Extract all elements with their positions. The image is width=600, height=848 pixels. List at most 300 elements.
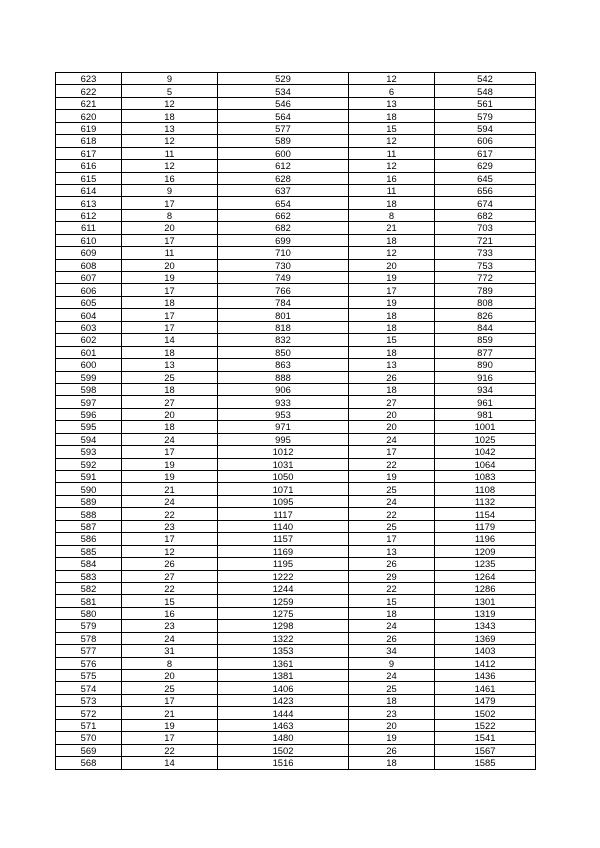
cumulative-count-cell-2: 1369 (435, 632, 536, 644)
count-cell-2: 21 (349, 222, 435, 234)
score-cell: 590 (56, 483, 122, 495)
score-cell: 619 (56, 122, 122, 134)
score-cell: 597 (56, 396, 122, 408)
count-cell: 25 (122, 682, 218, 694)
cumulative-count-cell: 1480 (218, 732, 349, 744)
cumulative-count-cell: 1516 (218, 757, 349, 769)
count-cell-2: 20 (349, 408, 435, 420)
cumulative-count-cell-2: 645 (435, 172, 536, 184)
count-cell-2: 13 (349, 97, 435, 109)
table-row (56, 483, 536, 495)
table-row (56, 645, 536, 657)
count-cell-2: 20 (349, 719, 435, 731)
cumulative-count-cell-2: 1025 (435, 433, 536, 445)
cumulative-count-cell: 1361 (218, 657, 349, 669)
cumulative-count-cell: 1095 (218, 495, 349, 507)
table-row (56, 495, 536, 507)
count-cell: 13 (122, 122, 218, 134)
count-cell: 17 (122, 446, 218, 458)
count-cell: 14 (122, 334, 218, 346)
table-row (56, 259, 536, 271)
count-cell-2: 13 (349, 359, 435, 371)
cumulative-count-cell-2: 1412 (435, 657, 536, 669)
score-cell: 610 (56, 234, 122, 246)
cumulative-count-cell: 654 (218, 197, 349, 209)
count-cell: 20 (122, 222, 218, 234)
cumulative-count-cell: 888 (218, 371, 349, 383)
table-row (56, 396, 536, 408)
table-row (56, 321, 536, 333)
count-cell: 19 (122, 272, 218, 284)
cumulative-count-cell-2: 1196 (435, 533, 536, 545)
count-cell: 11 (122, 247, 218, 259)
score-cell: 588 (56, 508, 122, 520)
cumulative-count-cell: 766 (218, 284, 349, 296)
count-cell: 17 (122, 694, 218, 706)
count-cell-2: 18 (349, 197, 435, 209)
cumulative-count-cell: 953 (218, 408, 349, 420)
score-cell: 618 (56, 135, 122, 147)
cumulative-count-cell: 1298 (218, 620, 349, 632)
cumulative-count-cell: 818 (218, 321, 349, 333)
count-cell: 17 (122, 533, 218, 545)
cumulative-count-cell-2: 808 (435, 296, 536, 308)
table-row (56, 197, 536, 209)
count-cell-2: 18 (349, 110, 435, 122)
table-row (56, 421, 536, 433)
table-row (56, 607, 536, 619)
cumulative-count-cell-2: 826 (435, 309, 536, 321)
score-cell: 568 (56, 757, 122, 769)
score-cell: 594 (56, 433, 122, 445)
cumulative-count-cell-2: 1567 (435, 744, 536, 756)
count-cell: 11 (122, 147, 218, 159)
count-cell: 21 (122, 483, 218, 495)
score-cell: 620 (56, 110, 122, 122)
cumulative-count-cell: 529 (218, 73, 349, 85)
cumulative-count-cell: 534 (218, 85, 349, 97)
cumulative-count-cell-2: 1319 (435, 607, 536, 619)
score-cell: 612 (56, 209, 122, 221)
cumulative-count-cell: 1381 (218, 670, 349, 682)
cumulative-count-cell: 832 (218, 334, 349, 346)
cumulative-count-cell-2: 890 (435, 359, 536, 371)
table-row (56, 620, 536, 632)
score-cell: 572 (56, 707, 122, 719)
score-cell: 606 (56, 284, 122, 296)
count-cell-2: 24 (349, 620, 435, 632)
count-cell: 12 (122, 135, 218, 147)
cumulative-count-cell-2: 674 (435, 197, 536, 209)
count-cell: 23 (122, 620, 218, 632)
table-row (56, 359, 536, 371)
cumulative-count-cell-2: 916 (435, 371, 536, 383)
cumulative-count-cell-2: 1286 (435, 582, 536, 594)
table-row (56, 508, 536, 520)
score-cell: 575 (56, 670, 122, 682)
count-cell-2: 15 (349, 122, 435, 134)
cumulative-count-cell-2: 548 (435, 85, 536, 97)
cumulative-count-cell: 546 (218, 97, 349, 109)
cumulative-count-cell: 1423 (218, 694, 349, 706)
cumulative-count-cell-2: 1108 (435, 483, 536, 495)
cumulative-count-cell-2: 1209 (435, 545, 536, 557)
cumulative-count-cell: 1157 (218, 533, 349, 545)
cumulative-count-cell-2: 703 (435, 222, 536, 234)
table-row (56, 122, 536, 134)
cumulative-count-cell-2: 561 (435, 97, 536, 109)
score-cell: 570 (56, 732, 122, 744)
cumulative-count-cell-2: 1001 (435, 421, 536, 433)
table-row (56, 744, 536, 756)
cumulative-count-cell: 1050 (218, 471, 349, 483)
table-row (56, 582, 536, 594)
cumulative-count-cell: 1406 (218, 682, 349, 694)
cumulative-count-cell-2: 877 (435, 346, 536, 358)
score-cell: 601 (56, 346, 122, 358)
count-cell-2: 26 (349, 632, 435, 644)
score-cell: 576 (56, 657, 122, 669)
count-cell: 18 (122, 346, 218, 358)
table-row (56, 272, 536, 284)
cumulative-count-cell: 971 (218, 421, 349, 433)
cumulative-count-cell-2: 789 (435, 284, 536, 296)
count-cell: 20 (122, 408, 218, 420)
table-row (56, 545, 536, 557)
table-row (56, 247, 536, 259)
count-cell-2: 18 (349, 694, 435, 706)
cumulative-count-cell-2: 629 (435, 160, 536, 172)
count-cell-2: 26 (349, 744, 435, 756)
count-cell-2: 18 (349, 607, 435, 619)
count-cell-2: 12 (349, 73, 435, 85)
count-cell-2: 15 (349, 595, 435, 607)
table-row (56, 433, 536, 445)
score-cell: 599 (56, 371, 122, 383)
cumulative-count-cell-2: 1541 (435, 732, 536, 744)
count-cell-2: 17 (349, 284, 435, 296)
table-row (56, 184, 536, 196)
count-cell-2: 9 (349, 657, 435, 669)
cumulative-count-cell: 1169 (218, 545, 349, 557)
cumulative-count-cell: 1195 (218, 558, 349, 570)
table-row (56, 371, 536, 383)
cumulative-count-cell-2: 1083 (435, 471, 536, 483)
count-cell: 17 (122, 197, 218, 209)
table-row (56, 595, 536, 607)
count-cell-2: 24 (349, 495, 435, 507)
cumulative-count-cell-2: 1403 (435, 645, 536, 657)
cumulative-count-cell: 710 (218, 247, 349, 259)
count-cell-2: 25 (349, 682, 435, 694)
count-cell-2: 26 (349, 558, 435, 570)
count-cell: 12 (122, 545, 218, 557)
cumulative-count-cell-2: 1264 (435, 570, 536, 582)
cumulative-count-cell-2: 721 (435, 234, 536, 246)
table-row (56, 471, 536, 483)
count-cell: 22 (122, 582, 218, 594)
cumulative-count-cell: 662 (218, 209, 349, 221)
score-cell: 595 (56, 421, 122, 433)
score-cell: 571 (56, 719, 122, 731)
table-row (56, 446, 536, 458)
table-row (56, 172, 536, 184)
table-row (56, 160, 536, 172)
count-cell-2: 20 (349, 259, 435, 271)
score-cell: 577 (56, 645, 122, 657)
cumulative-count-cell: 1140 (218, 520, 349, 532)
cumulative-count-cell-2: 1343 (435, 620, 536, 632)
cumulative-count-cell-2: 594 (435, 122, 536, 134)
count-cell: 12 (122, 97, 218, 109)
score-cell: 621 (56, 97, 122, 109)
count-cell-2: 25 (349, 483, 435, 495)
cumulative-count-cell-2: 656 (435, 184, 536, 196)
cumulative-count-cell-2: 934 (435, 383, 536, 395)
count-cell: 17 (122, 321, 218, 333)
table-row (56, 334, 536, 346)
cumulative-count-cell: 863 (218, 359, 349, 371)
cumulative-count-cell-2: 1461 (435, 682, 536, 694)
count-cell: 8 (122, 209, 218, 221)
count-cell-2: 25 (349, 520, 435, 532)
cumulative-count-cell-2: 844 (435, 321, 536, 333)
cumulative-count-cell-2: 1064 (435, 458, 536, 470)
count-cell-2: 34 (349, 645, 435, 657)
table-row (56, 73, 536, 85)
count-cell: 18 (122, 383, 218, 395)
count-cell-2: 24 (349, 433, 435, 445)
count-cell: 9 (122, 73, 218, 85)
count-cell-2: 12 (349, 135, 435, 147)
cumulative-count-cell-2: 1042 (435, 446, 536, 458)
count-cell: 17 (122, 284, 218, 296)
score-distribution-table (55, 72, 536, 770)
count-cell: 20 (122, 259, 218, 271)
cumulative-count-cell: 1222 (218, 570, 349, 582)
count-cell: 17 (122, 732, 218, 744)
cumulative-count-cell: 637 (218, 184, 349, 196)
cumulative-count-cell-2: 1235 (435, 558, 536, 570)
cumulative-count-cell: 906 (218, 383, 349, 395)
count-cell-2: 19 (349, 272, 435, 284)
count-cell-2: 18 (349, 383, 435, 395)
count-cell: 27 (122, 570, 218, 582)
count-cell-2: 11 (349, 184, 435, 196)
table-row (56, 135, 536, 147)
score-cell: 613 (56, 197, 122, 209)
cumulative-count-cell: 1444 (218, 707, 349, 719)
score-cell: 617 (56, 147, 122, 159)
count-cell: 18 (122, 296, 218, 308)
cumulative-count-cell-2: 682 (435, 209, 536, 221)
score-cell: 593 (56, 446, 122, 458)
count-cell: 16 (122, 607, 218, 619)
table-row (56, 296, 536, 308)
score-cell: 574 (56, 682, 122, 694)
cumulative-count-cell: 1275 (218, 607, 349, 619)
table-row (56, 458, 536, 470)
table-row (56, 732, 536, 744)
count-cell-2: 17 (349, 533, 435, 545)
score-cell: 622 (56, 85, 122, 97)
count-cell-2: 19 (349, 296, 435, 308)
count-cell: 14 (122, 757, 218, 769)
count-cell: 18 (122, 110, 218, 122)
table-row (56, 558, 536, 570)
score-cell: 580 (56, 607, 122, 619)
score-cell: 603 (56, 321, 122, 333)
score-cell: 583 (56, 570, 122, 582)
table-row (56, 632, 536, 644)
table-row (56, 309, 536, 321)
count-cell: 19 (122, 471, 218, 483)
score-cell: 569 (56, 744, 122, 756)
table-row (56, 147, 536, 159)
count-cell-2: 18 (349, 757, 435, 769)
score-cell: 609 (56, 247, 122, 259)
count-cell: 17 (122, 234, 218, 246)
table-row (56, 707, 536, 719)
cumulative-count-cell-2: 617 (435, 147, 536, 159)
score-cell: 605 (56, 296, 122, 308)
cumulative-count-cell: 749 (218, 272, 349, 284)
count-cell-2: 19 (349, 471, 435, 483)
cumulative-count-cell-2: 542 (435, 73, 536, 85)
score-cell: 614 (56, 184, 122, 196)
table-row (56, 719, 536, 731)
score-cell: 579 (56, 620, 122, 632)
cumulative-count-cell: 564 (218, 110, 349, 122)
cumulative-count-cell-2: 1179 (435, 520, 536, 532)
score-cell: 611 (56, 222, 122, 234)
count-cell-2: 22 (349, 508, 435, 520)
cumulative-count-cell: 699 (218, 234, 349, 246)
cumulative-count-cell: 730 (218, 259, 349, 271)
count-cell: 19 (122, 458, 218, 470)
score-cell: 615 (56, 172, 122, 184)
count-cell-2: 26 (349, 371, 435, 383)
cumulative-count-cell-2: 1479 (435, 694, 536, 706)
count-cell-2: 8 (349, 209, 435, 221)
cumulative-count-cell: 1502 (218, 744, 349, 756)
count-cell: 24 (122, 433, 218, 445)
score-cell: 578 (56, 632, 122, 644)
score-cell: 596 (56, 408, 122, 420)
cumulative-count-cell-2: 733 (435, 247, 536, 259)
score-cell: 587 (56, 520, 122, 532)
count-cell-2: 13 (349, 545, 435, 557)
count-cell-2: 18 (349, 346, 435, 358)
table-row (56, 284, 536, 296)
count-cell: 8 (122, 657, 218, 669)
count-cell-2: 29 (349, 570, 435, 582)
cumulative-count-cell: 628 (218, 172, 349, 184)
cumulative-count-cell-2: 606 (435, 135, 536, 147)
score-cell: 616 (56, 160, 122, 172)
count-cell: 26 (122, 558, 218, 570)
table-row (56, 657, 536, 669)
cumulative-count-cell-2: 1436 (435, 670, 536, 682)
cumulative-count-cell: 1117 (218, 508, 349, 520)
cumulative-count-cell: 801 (218, 309, 349, 321)
cumulative-count-cell: 1259 (218, 595, 349, 607)
cumulative-count-cell: 1031 (218, 458, 349, 470)
table-row (56, 383, 536, 395)
count-cell: 13 (122, 359, 218, 371)
score-cell: 604 (56, 309, 122, 321)
count-cell: 16 (122, 172, 218, 184)
count-cell: 19 (122, 719, 218, 731)
table-row (56, 222, 536, 234)
cumulative-count-cell: 589 (218, 135, 349, 147)
count-cell-2: 18 (349, 321, 435, 333)
count-cell-2: 24 (349, 670, 435, 682)
count-cell: 20 (122, 670, 218, 682)
cumulative-count-cell: 995 (218, 433, 349, 445)
cumulative-count-cell-2: 1502 (435, 707, 536, 719)
score-cell: 592 (56, 458, 122, 470)
score-cell: 581 (56, 595, 122, 607)
cumulative-count-cell-2: 1585 (435, 757, 536, 769)
score-cell: 586 (56, 533, 122, 545)
cumulative-count-cell-2: 981 (435, 408, 536, 420)
table-row (56, 757, 536, 769)
score-cell: 584 (56, 558, 122, 570)
count-cell-2: 18 (349, 234, 435, 246)
cumulative-count-cell: 784 (218, 296, 349, 308)
count-cell-2: 17 (349, 446, 435, 458)
cumulative-count-cell: 600 (218, 147, 349, 159)
count-cell-2: 18 (349, 309, 435, 321)
table-row (56, 520, 536, 532)
count-cell: 18 (122, 421, 218, 433)
cumulative-count-cell-2: 1154 (435, 508, 536, 520)
score-cell: 623 (56, 73, 122, 85)
cumulative-count-cell: 850 (218, 346, 349, 358)
cumulative-count-cell-2: 961 (435, 396, 536, 408)
cumulative-count-cell-2: 579 (435, 110, 536, 122)
cumulative-count-cell: 682 (218, 222, 349, 234)
count-cell-2: 16 (349, 172, 435, 184)
count-cell-2: 6 (349, 85, 435, 97)
table-row (56, 110, 536, 122)
count-cell: 27 (122, 396, 218, 408)
count-cell-2: 22 (349, 582, 435, 594)
score-cell: 591 (56, 471, 122, 483)
cumulative-count-cell: 1463 (218, 719, 349, 731)
score-cell: 608 (56, 259, 122, 271)
score-cell: 582 (56, 582, 122, 594)
count-cell-2: 12 (349, 247, 435, 259)
score-cell: 600 (56, 359, 122, 371)
cumulative-count-cell: 1071 (218, 483, 349, 495)
count-cell: 9 (122, 184, 218, 196)
cumulative-count-cell-2: 1132 (435, 495, 536, 507)
cumulative-count-cell: 1244 (218, 582, 349, 594)
count-cell: 23 (122, 520, 218, 532)
count-cell-2: 15 (349, 334, 435, 346)
score-cell: 573 (56, 694, 122, 706)
table-row (56, 346, 536, 358)
table-row (56, 97, 536, 109)
table-row (56, 682, 536, 694)
cumulative-count-cell: 577 (218, 122, 349, 134)
count-cell: 25 (122, 371, 218, 383)
count-cell: 17 (122, 309, 218, 321)
cumulative-count-cell: 1353 (218, 645, 349, 657)
count-cell: 24 (122, 632, 218, 644)
